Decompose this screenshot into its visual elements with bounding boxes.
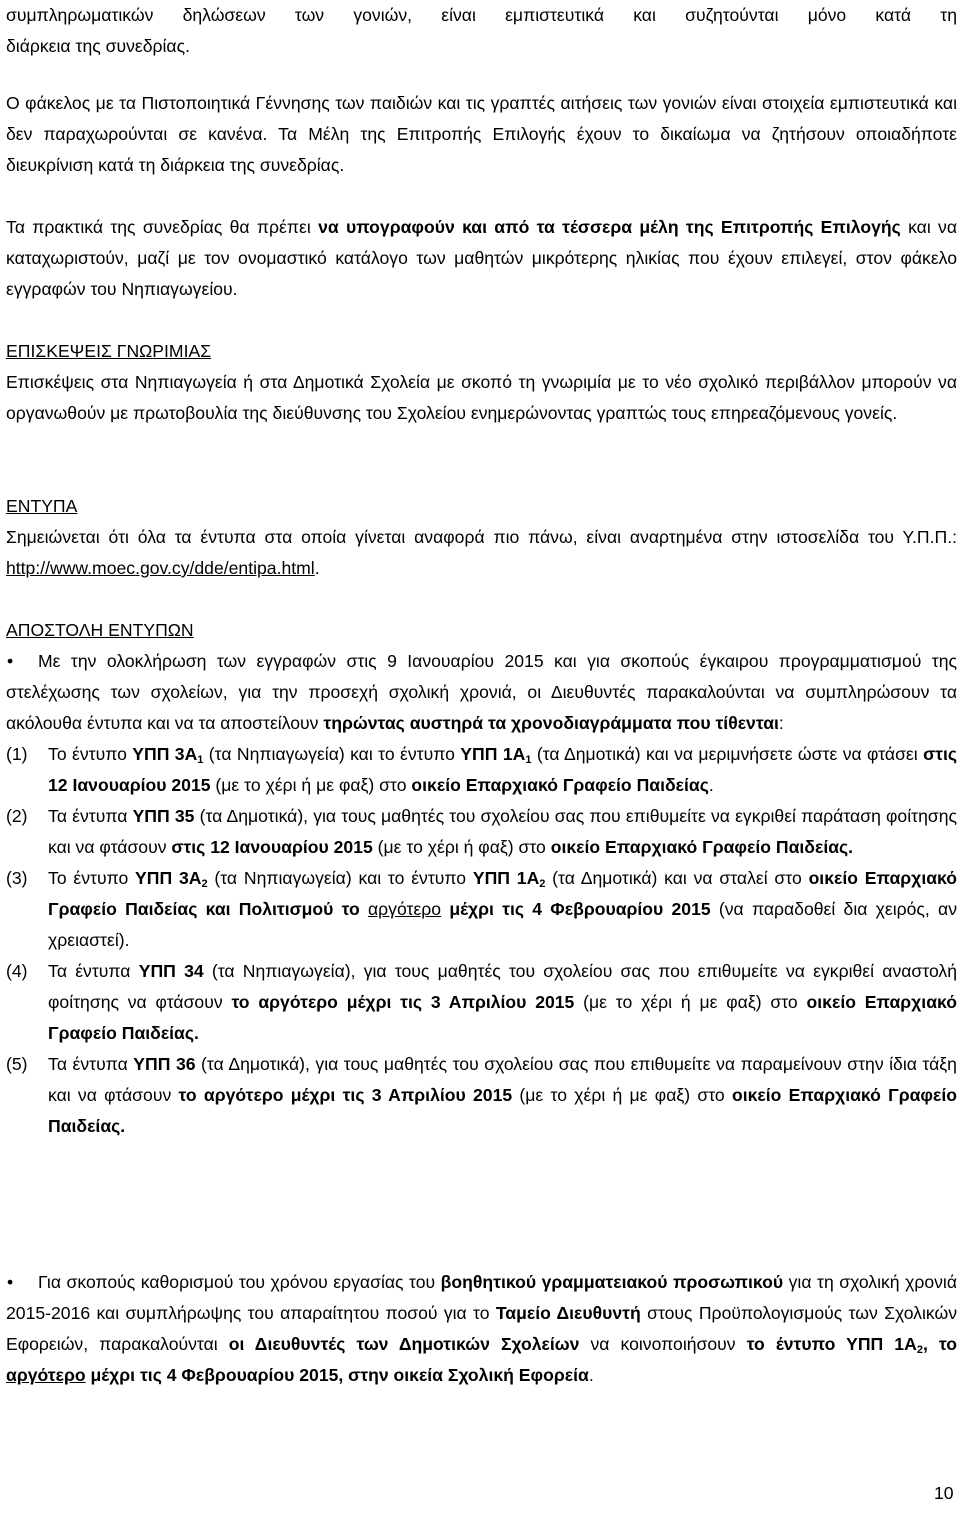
section-heading: ΕΝΤΥΠΑ: [6, 496, 78, 516]
list-item: (2) Τα έντυπα ΥΠΠ 35 (τα Δημοτικά), για τους μαθητές του σχολείου σας που επιθυμείτε να εγκριθεί παράταση φοίτησης και να φτάσουν στις 12 Ιανουαρίου 2015 (με το χέρι ή φαξ) στο οικείο Επαρχιακό Γραφείο Παιδείας.: [6, 806, 957, 857]
list-item: (1) Το έντυπο ΥΠΠ $3A_1$ (τα Νηπιαγωγεία) και το έντυπο ΥΠΠ $1A_1$ (τα Δημοτικά) και να μεριμνήσετε ώστε να φτάσει στις 12 Ιανουαρίου 2015 (με το χέρι ή με φαξ) στο οικείο Επαρχιακό Γραφείο Παιδείας.: [6, 744, 958, 795]
section-heading: ΑΠΟΣΤΟΛΗ ΕΝΤΥΠΩΝ: [6, 620, 194, 640]
text-line: διάρκεια της συνεδρίας.: [6, 36, 190, 56]
section-heading: ΕΠΙΣΚΕΨΕΙΣ ΓΝΩΡΙΜΙΑΣ: [6, 341, 212, 361]
list-item: (4) Τα έντυπα ΥΠΠ 34 (τα Νηπιαγωγεία), για τους μαθητές του σχολείου σας που επιθυμείτε να εγκριθεί αναστολή φοίτησης να φτάσουν το αργότερο μέχρι τις 3 Απριλίου 2015 (με το χέρι ή με φαξ) στο οικείο Επαρχιακό Γραφείο Παιδείας.: [6, 961, 957, 1043]
bullet-paragraph: • Με την ολοκλήρωση των εγγραφών στις 9 Ιανουαρίου 2015 και για σκοπούς έγκαιρου προγραμματισμού της στελέχωσης των σχολείων, για την προσεχή σχολική χρονιά, οι Διευθυντές παρακαλούνται να συμπληρώσουν τα ακόλουθα έντυπα και να τα αποστείλουν τηρώντας αυστηρά τα χρονοδιαγράμματα που τίθενται:: [6, 646, 957, 739]
list-item: (5) Τα έντυπα ΥΠΠ 36 (τα Δημοτικά), για τους μαθητές του σχολείου σας που επιθυμείτε να παραμείνουν στην ίδια τάξη και να φτάσουν το αργότερο μέχρι τις 3 Απριλίου 2015 (με το χέρι ή με φαξ) στο οικείο Επαρχιακό Γραφείο Παιδείας.: [6, 1054, 958, 1136]
list-item: (3) Το έντυπο ΥΠΠ $3A_2$ (τα Νηπιαγωγεία) και το έντυπο ΥΠΠ $1A_2$ (τα Δημοτικά) και να σταλεί στο οικείο Επαρχιακό Γραφείο Παιδείας και Πολιτισμού το αργότερο μέχρι τις 4 Φεβρουαρίου 2015 (να παραδοθεί δια χειρός, αν χρειαστεί).: [6, 868, 957, 950]
paragraph-birth-certificates: [6, 88, 957, 181]
paragraph-text: Τα πρακτικά της συνεδρίας θα πρέπει να υπογραφούν και από τα τέσσερα μέλη της Επιτροπής Επιλογής και να καταχωριστούν, μαζί με τον ονομαστικό κατάλογο των μαθητών μικρότερης ηλικίας που έχουν επιλεγεί, στον φάκελο εγγραφών του Νηπιαγωγείου.: [6, 217, 957, 299]
section-send-forms: [6, 615, 957, 1142]
paragraph-minutes: [6, 212, 957, 305]
section-forms: [6, 491, 957, 584]
paragraph-text: Ο φάκελος με τα Πιστοποιητικά Γέννησης των παιδιών και τις γραπτές αιτήσεις των γονιών είναι στοιχεία εμπιστευτικά και δεν παραχωρούνται σε κανένα. Τα Μέλη της Επιτροπής Επιλογής έχουν το δικαίωμα να ζητήσουν οποιαδήποτε διευκρίνιση κατά τη διάρκεια της συνεδρίας.: [6, 93, 957, 175]
paragraph-confidential-intro: [6, 0, 957, 62]
bullet-secretarial-staff: [6, 1267, 957, 1391]
section-visits: [6, 336, 957, 429]
bullet-icon: •: [7, 1272, 14, 1292]
paragraph-text: Σημειώνεται ότι όλα τα έντυπα στα οποία γίνεται αναφορά πιο πάνω, είναι αναρτημένα στην ιστοσελίδα του Υ.Π.Π.: http://www.moec.gov.cy/dde/entipa.html.: [6, 527, 957, 578]
forms-link[interactable]: http://www.moec.gov.cy/dde/entipa.html: [6, 558, 315, 578]
page-number: 10: [934, 1483, 954, 1503]
bullet-paragraph: • Για σκοπούς καθορισμού του χρόνου εργασίας του βοηθητικού γραμματειακού προσωπικού για τη σχολική χρονιά 2015-2016 και συμπλήρωψης του απαραίτητου ποσού για το Ταμείο Διευθυντή στους Προϋπολογισμούς των Σχολικών Εφορειών, παρακαλούνται οι Διευθυντές των Δημοτικών Σχολείων να κοινοποιήσουν το έντυπο ΥΠΠ $1A_2$, το αργότερο μέχρι τις 4 Φεβρουαρίου 2015, στην οικεία Σχολική Εφορεία.: [6, 1267, 957, 1391]
text-line: συμπληρωματικών δηλώσεων των γονιών, είναι εμπιστευτικά και συζητούνται μόνο κατά τη: [6, 5, 957, 25]
bullet-icon: •: [7, 651, 14, 671]
paragraph-text: Επισκέψεις στα Νηπιαγωγεία ή στα Δημοτικά Σχολεία με σκοπό τη γνωριμία με το νέο σχολικό περιβάλλον μπορούν να οργανωθούν με πρωτοβουλία της διεύθυνσης του Σχολείου ενημερώνοντας γραπτώς τους επηρεαζόμενους γονείς.: [6, 372, 957, 423]
